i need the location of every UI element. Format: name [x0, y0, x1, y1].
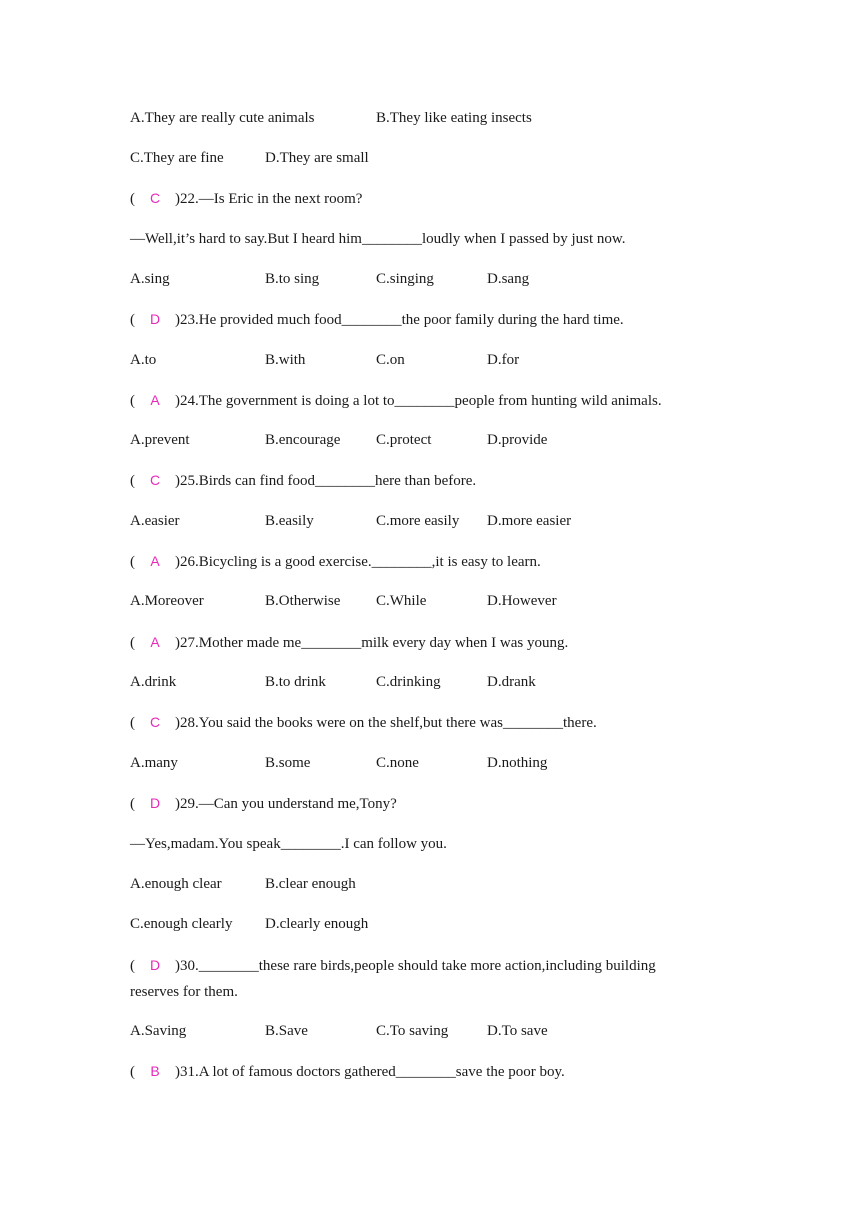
q28-stem — [130, 712, 597, 732]
q27-option-b: B.to drink — [265, 674, 326, 690]
q28-options — [130, 753, 730, 773]
q25-options — [130, 511, 730, 531]
q25-option-b: B.easily — [265, 513, 314, 529]
q30-options — [130, 1021, 730, 1041]
q28-answer: C — [149, 714, 161, 730]
q22-option-a: A.sing — [130, 271, 170, 287]
q28-option-c: C.none — [376, 755, 419, 771]
open-paren: ( — [130, 473, 135, 489]
q31-answer: B — [150, 1063, 160, 1079]
q24-stem — [130, 390, 662, 410]
q29-option-b: B.clear enough — [265, 876, 356, 892]
q31-question: 31.A lot of famous doctors gathered________save the poor boy. — [180, 1064, 565, 1080]
q24-question: 24.The government is doing a lot to________people from hunting wild animals. — [180, 393, 662, 409]
open-paren: ( — [130, 635, 135, 651]
q21-option-c: C.They are fine — [130, 150, 224, 166]
q22-question: 22.—Is Eric in the next room? — [180, 191, 363, 207]
q27-answer: A — [150, 634, 160, 650]
q23-option-c: C.on — [376, 352, 405, 368]
q28-option-b: B.some — [265, 755, 311, 771]
q26-options — [130, 591, 730, 611]
q26-option-b: B.Otherwise — [265, 593, 341, 609]
close-paren: ) — [175, 554, 180, 570]
q29-option-c: C.enough clearly — [130, 916, 233, 932]
q21-options-row-1 — [130, 108, 730, 128]
q27-question: 27.Mother made me________milk every day when I was young. — [180, 635, 569, 651]
q22-stem — [130, 188, 362, 208]
q26-answer: A — [150, 553, 160, 569]
open-paren: ( — [130, 191, 135, 207]
q29-question: 29.—Can you understand me,Tony? — [180, 796, 397, 812]
q29-answer: D — [149, 795, 161, 811]
q25-answer: C — [149, 472, 161, 488]
close-paren: ) — [175, 796, 180, 812]
q30-stem — [130, 952, 700, 1005]
close-paren: ) — [175, 1064, 180, 1080]
q24-answer: A — [150, 392, 160, 408]
q29-option-a: A.enough clear — [130, 876, 222, 892]
q25-option-a: A.easier — [130, 513, 180, 529]
close-paren: ) — [175, 473, 180, 489]
q23-option-d: D.for — [487, 352, 520, 368]
q22-option-d: D.sang — [487, 271, 530, 287]
open-paren: ( — [130, 312, 135, 328]
q27-option-d: D.drank — [487, 674, 536, 690]
q29-options-row-2 — [130, 914, 730, 934]
q28-option-a: A.many — [130, 755, 178, 771]
open-paren: ( — [130, 393, 135, 409]
close-paren: ) — [175, 191, 180, 207]
q26-option-a: A.Moreover — [130, 593, 204, 609]
q24-options — [130, 430, 730, 450]
q30-option-a: A.Saving — [130, 1023, 187, 1039]
open-paren: ( — [130, 554, 135, 570]
q29-stem-2: —Yes,madam.You speak________.I can follow you. — [130, 836, 447, 852]
open-paren: ( — [130, 796, 135, 812]
q30-question: 30.________these rare birds,people should take more action,including building reserves for them. — [130, 958, 656, 1000]
q22-stem-2: —Well,it’s hard to say.But I heard him________loudly when I passed by just now. — [130, 231, 626, 247]
q21-option-b: B.They like eating insects — [376, 110, 532, 126]
q23-answer: D — [149, 311, 161, 327]
q26-question: 26.Bicycling is a good exercise.________,it is easy to learn. — [180, 554, 541, 570]
q22-options — [130, 269, 730, 289]
q25-option-d: D.more easier — [487, 513, 572, 529]
open-paren: ( — [130, 1064, 135, 1080]
q24-option-a: A.prevent — [130, 432, 190, 448]
close-paren: ) — [175, 312, 180, 328]
q27-option-a: A.drink — [130, 674, 177, 690]
q30-answer: D — [149, 957, 161, 973]
q26-stem — [130, 551, 541, 571]
q23-question: 23.He provided much food________the poor family during the hard time. — [180, 312, 624, 328]
q29-options-row-1 — [130, 874, 730, 894]
q24-option-d: D.provide — [487, 432, 548, 448]
close-paren: ) — [175, 958, 180, 974]
q24-option-c: C.protect — [376, 432, 432, 448]
q29-stem — [130, 793, 397, 813]
q30-option-b: B.Save — [265, 1023, 308, 1039]
close-paren: ) — [175, 635, 180, 651]
q23-options — [130, 350, 730, 370]
q21-option-d: D.They are small — [265, 150, 369, 166]
q24-option-b: B.encourage — [265, 432, 341, 448]
close-paren: ) — [175, 715, 180, 731]
q27-option-c: C.drinking — [376, 674, 441, 690]
q31-stem — [130, 1061, 565, 1081]
q25-option-c: C.more easily — [376, 513, 460, 529]
q26-option-d: D.However — [487, 593, 557, 609]
q28-option-d: D.nothing — [487, 755, 548, 771]
q21-option-a: A.They are really cute animals — [130, 110, 315, 126]
q23-stem — [130, 309, 624, 329]
q23-option-a: A.to — [130, 352, 157, 368]
q27-stem — [130, 632, 568, 652]
q29-option-d: D.clearly enough — [265, 916, 369, 932]
q22-option-b: B.to sing — [265, 271, 320, 287]
q22-answer: C — [149, 190, 161, 206]
q30-option-d: D.To save — [487, 1023, 548, 1039]
q26-option-c: C.While — [376, 593, 427, 609]
q27-options — [130, 672, 730, 692]
q25-question: 25.Birds can find food________here than before. — [180, 473, 477, 489]
q25-stem — [130, 470, 476, 490]
q22-option-c: C.singing — [376, 271, 434, 287]
q21-options-row-2 — [130, 148, 730, 168]
close-paren: ) — [175, 393, 180, 409]
q23-option-b: B.with — [265, 352, 306, 368]
q30-option-c: C.To saving — [376, 1023, 449, 1039]
q28-question: 28.You said the books were on the shelf,but there was________there. — [180, 715, 597, 731]
open-paren: ( — [130, 958, 135, 974]
open-paren: ( — [130, 715, 135, 731]
